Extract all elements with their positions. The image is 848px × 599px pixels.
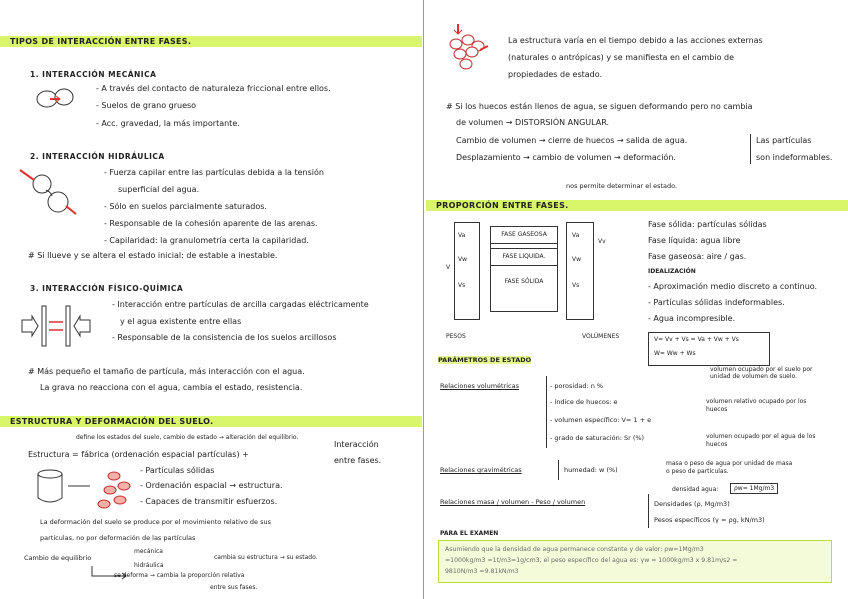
exam-line-2: =1000kg/m3 =1t/m3=1g/cm3, el peso específico del agua es: γw = 1000kg/m3 x 9.81m/s2 = (445, 557, 738, 564)
hydro-note: # Si llueve y se altera el estado inicial: de estable a inestable. (28, 251, 278, 260)
param-indice: - índice de huecos: e (550, 398, 618, 406)
se-deforma: se deforma → cambia la proporción relativa (114, 572, 245, 579)
param-pesos-especificos: Pesos específicos (γ = ρg, kN/m3) (654, 516, 765, 524)
ideal-item-3: - Agua incompresible. (648, 314, 736, 323)
phase-solid: FASE SÓLIDA (504, 278, 544, 285)
mech-line-2: - Suelos de grano grueso (96, 101, 197, 110)
cambio-equilibrio: Cambio de equilibrio (24, 554, 92, 562)
heading-mecanica: 1. INTERACCIÓN MECÁNICA (30, 70, 157, 79)
hydro-line-5: - Capilaridad: la granulometría certa la capilaridad. (104, 236, 309, 245)
cambia-estructura: cambia su estructura → su estado. (214, 554, 318, 561)
hydro-line-3: - Sólo en suelos parcialmente saturados. (104, 202, 267, 211)
exam-box (438, 540, 832, 583)
clay-water-illustration (20, 304, 92, 348)
ideal-item-2: - Partículas sólidas indeformables. (648, 298, 785, 307)
hydro-line-4: - Responsable de la cohesión aparente de las arenas. (104, 219, 318, 228)
rho-w-box: ρw= 1Mg/m3 (730, 483, 778, 494)
formula-volume: V= Vv + Vs = Va + Vw + Vs (654, 336, 739, 343)
idealizacion-title: IDEALIZACIÓN (648, 268, 696, 275)
hollow-note-2: de volumen → DISTORSIÓN ANGULAR. (456, 118, 610, 127)
structure-top-note: define los estados del suelo, cambio de estado → alteración del equilibrio. (76, 434, 299, 441)
brace-masa (648, 494, 649, 528)
formula-weight: W= Ww + Ws (654, 350, 696, 357)
label-vs-right: Vs (572, 282, 580, 289)
structure-interaccion: Interacción (334, 440, 379, 449)
banner-estructura: ESTRUCTURA Y DEFORMACIÓN DEL SUELO. (0, 416, 422, 427)
phase-liquid-desc: Fase líquida: agua libre (648, 236, 741, 245)
structure-item-2: - Ordenación espacial → estructura. (140, 481, 283, 490)
rel-volumetricas: Relaciones volumétricas (440, 382, 519, 390)
hollow-note: # Si los huecos están llenos de agua, se siguen deformando pero no cambia (446, 102, 753, 111)
hydro-line-2: superficial del agua. (118, 185, 200, 194)
exam-line-1: Asumiendo que la densidad de agua permanece constante y de valor: ρw=1Mg/m3 (445, 546, 704, 553)
brace-particles (750, 134, 751, 164)
phase-gas-desc: Fase gaseosa: aire / gas. (648, 252, 747, 261)
structure-item-1: - Partículas sólidas (140, 466, 215, 475)
note-porosidad: volumen ocupado por el suelo por unidad de volumen de suelo. (710, 366, 813, 380)
note-saturacion: volumen ocupado por el agua de los huecos (706, 433, 816, 448)
page-divider (423, 0, 424, 599)
deform-line-2: partículas, no por deformación de las partículas (40, 534, 196, 542)
entre-sus-fases: entre sus fases. (210, 584, 258, 591)
determinar-note: nos permite determinar el estado. (566, 182, 678, 190)
phase-solid-desc: Fase sólida: partículas sólidas (648, 220, 767, 229)
mech-line-1: - A través del contacto de naturaleza friccional entre ellos. (96, 84, 331, 93)
cambio-hidraulica: hidráulica (134, 562, 164, 569)
phys-note-2: La grava no reacciona con el agua, cambia el estado, resistencia. (40, 383, 303, 392)
param-volumen-especifico: - volumen específico: V= 1 + e (550, 416, 652, 424)
label-vw-right: Vw (572, 256, 582, 263)
structure-formula: Estructura = fábrica (ordenación espacial partículas) + (28, 450, 249, 459)
heading-hidraulica: 2. INTERACCIÓN HIDRÁULICA (30, 152, 165, 161)
phys-note-1: # Más pequeño el tamaño de partícula, más interacción con el agua. (28, 367, 305, 376)
brace-text-1: Las partículas (756, 136, 812, 145)
banner-tipos-interaccion: TIPOS DE INTERACCIÓN ENTRE FASES. (0, 36, 422, 47)
hydro-line-1: - Fuerza capilar entre las partículas debida a la tensión (104, 168, 324, 177)
label-v-left: V (446, 264, 451, 271)
exam-line-3: 9810N/m3 =9.81kN/m3 (445, 568, 519, 575)
phys-line-1: - Interacción entre partículas de arcilla cargadas eléctricamente (112, 300, 369, 309)
rel-gravimetricas: Relaciones gravimétricas (440, 466, 522, 474)
phys-line-2: y el agua existente entre ellas (120, 317, 242, 326)
heading-parametros: PARÁMETROS DE ESTADO (438, 356, 532, 364)
param-densidades: Densidades (ρ, Mg/m3) (654, 500, 730, 508)
phase-gas: FASE GASEOSA (490, 226, 558, 244)
deform-line-1: La deformación del suelo se produce por el movimiento relativo de sus (40, 518, 271, 526)
label-va-right: Va (572, 232, 580, 239)
label-vs-left: Vs (458, 282, 466, 289)
heading-fisico-quimica: 3. INTERACCIÓN FÍSICO-QUÍMICA (30, 284, 184, 293)
left-page (0, 0, 422, 599)
banner-proporcion: PROPORCIÓN ENTRE FASES. (426, 200, 848, 211)
cambio-mecanica: mecánica (134, 548, 163, 555)
exam-title: PARA EL EXAMEN (440, 530, 499, 537)
particles-contact-illustration (36, 88, 76, 110)
brace-text-2: son indeformables. (756, 153, 833, 162)
mech-line-3: - Acc. gravedad, la más importante. (96, 119, 240, 128)
phys-line-3: - Responsable de la consistencia de los suelos arcillosos (112, 333, 337, 342)
capillary-illustration (18, 166, 78, 218)
right-top-line-1: La estructura varía en el tiempo debido a las acciones externas (508, 36, 763, 45)
brace-volumetricas (546, 376, 547, 448)
label-volumenes: VOLÚMENES (582, 333, 620, 340)
particles-cluster-illustration (444, 22, 494, 78)
densidad-agua-label: densidad agua: (672, 486, 719, 493)
label-vw-left: Vw (458, 256, 468, 263)
label-va-left: Va (458, 232, 466, 239)
structure-entre-fases: entre fases. (334, 456, 382, 465)
param-saturacion: - grado de saturación: Sr (%) (550, 434, 645, 442)
note-indice: volumen relativo ocupado por los huecos (706, 398, 807, 413)
label-pesos: PESOS (446, 333, 466, 340)
vol-change: Cambio de volumen → cierre de huecos → salida de agua. (456, 136, 688, 145)
brace-gravimetricas (558, 460, 559, 480)
param-humedad: humedad: w (%) (564, 466, 618, 474)
soil-sample-illustration (34, 468, 134, 512)
volumes-column (566, 222, 594, 320)
right-page (426, 0, 848, 599)
rel-masa-volumen: Relaciones masa / volumen - Peso / volumen (440, 498, 586, 506)
right-top-line-2: (naturales o antrópicas) y se manifiesta en el cambio de (508, 53, 734, 62)
note-humedad: masa o peso de agua por unidad de masa o peso de partículas. (666, 460, 793, 475)
right-top-line-3: propiedades de estado. (508, 70, 603, 79)
displacement: Desplazamiento → cambio de volumen → deformación. (456, 153, 676, 162)
ideal-item-1: - Aproximación medio discreto a continuo. (648, 282, 818, 291)
param-porosidad: - porosidad: n % (550, 382, 604, 390)
phase-liquid: FASE LIQUIDA. (490, 248, 558, 266)
structure-item-3: - Capaces de transmitir esfuerzos. (140, 497, 278, 506)
label-vv-right: Vv (598, 238, 606, 245)
